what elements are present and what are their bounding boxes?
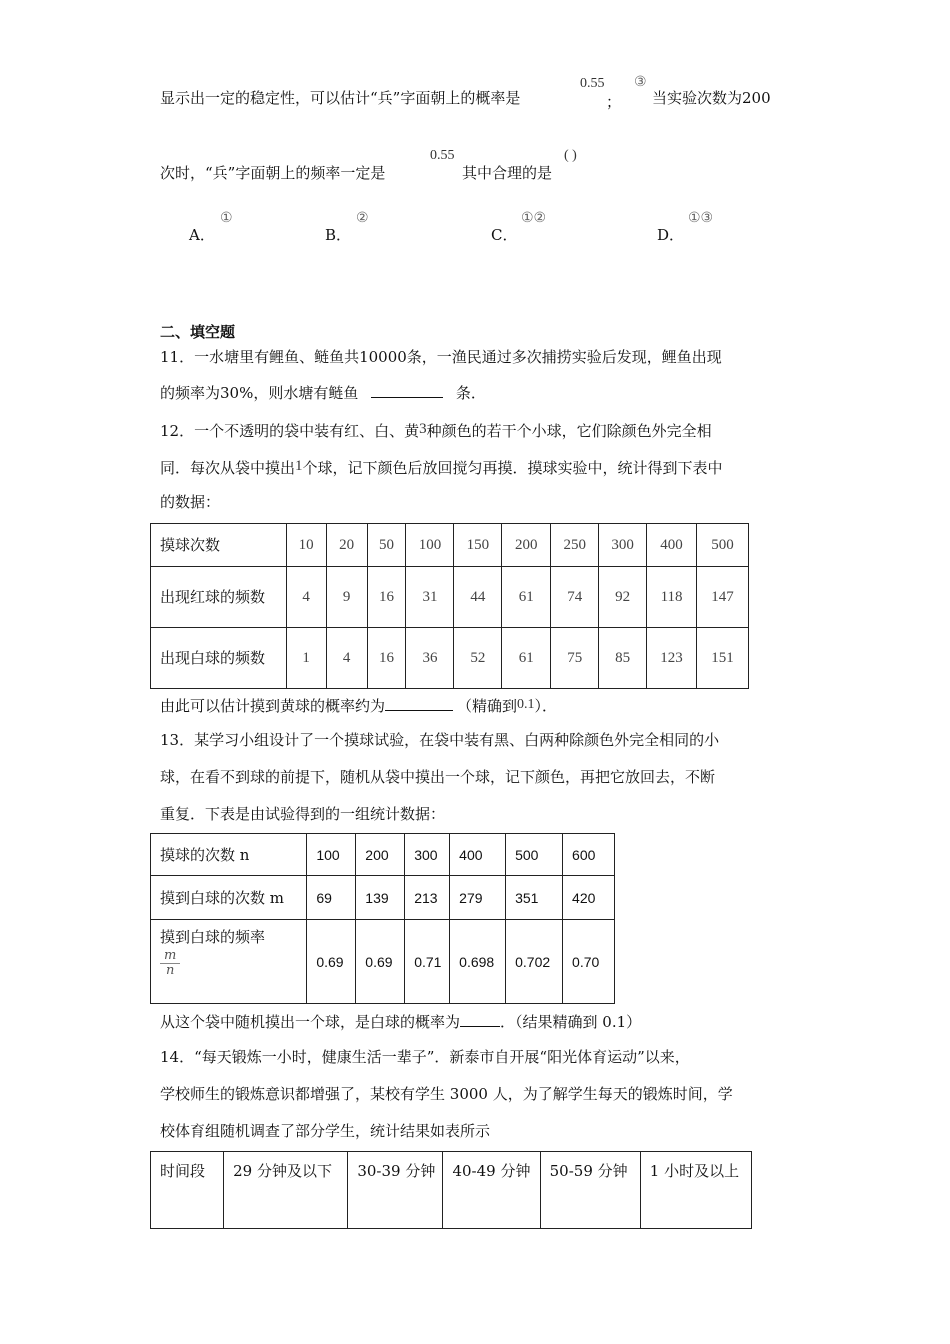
table-cell: 200 — [502, 524, 551, 567]
table-row — [151, 834, 615, 876]
q10-line2: 次时，“兵”字面朝上的频率一定是 — [160, 164, 386, 182]
table-cell: 0.698 — [450, 920, 506, 1004]
q12-line1: 12．一个不透明的袋中装有红、白、黄3种颜色的若干个小球，它们除颜色外完全相 — [160, 421, 712, 440]
table-row — [151, 920, 615, 1004]
q10-line1: 显示出一定的稳定性，可以估计“兵”字面朝上的概率是 — [160, 89, 521, 107]
table-cell: 150 — [454, 524, 502, 567]
table-row-header: 摸到白球的频率 $\frac{m}{n}$ — [151, 920, 307, 1004]
table-cell: 0.702 — [506, 920, 563, 1004]
table-cell: 420 — [563, 876, 615, 920]
q14-table — [150, 1151, 752, 1229]
table-cell: 0.69 — [307, 920, 356, 1004]
table-cell: 31 — [406, 567, 454, 628]
table-cell: 75 — [551, 628, 599, 689]
table-header-cell: 1 小时及以上 — [640, 1152, 751, 1229]
table-cell: 0.69 — [356, 920, 405, 1004]
option-a-value: ① — [220, 210, 233, 226]
q13-after: 从这个袋中随机摸出一个球，是白球的概率为 ．（结果精确到 0.1） — [160, 1013, 642, 1031]
table-cell: 400 — [647, 524, 697, 567]
table-cell: 20 — [326, 524, 367, 567]
table-cell: 16 — [367, 628, 406, 689]
q13-line1: 13．某学习小组设计了一个摸球试验，在袋中装有黑、白两种除颜色外完全相同的小 — [160, 731, 720, 749]
table-cell: 1 — [286, 628, 326, 689]
option-a-label[interactable]: A． — [189, 226, 215, 244]
section-title: 二、填空题 — [160, 323, 236, 341]
table-cell: 16 — [367, 567, 406, 628]
option-d-value: ①③ — [688, 210, 714, 226]
q11-line1: 11．一水塘里有鲤鱼、鲢鱼共10000条，一渔民通过多次捕捞实验后发现，鲤鱼出现 — [160, 348, 722, 366]
option-b-label[interactable]: B． — [325, 226, 352, 244]
table-row — [151, 1152, 752, 1229]
table-cell: 118 — [647, 567, 697, 628]
table-cell: 300 — [599, 524, 647, 567]
q10-line2-value: 0.55 — [430, 148, 455, 163]
q11-line2: 的频率为30%，则水塘有鲢鱼 条． — [160, 384, 486, 402]
table-cell: 100 — [406, 524, 454, 567]
table-cell: 300 — [405, 834, 450, 876]
table-row — [151, 567, 749, 628]
table-cell: 69 — [307, 876, 356, 920]
q12-table — [150, 523, 749, 689]
table-cell: 147 — [697, 567, 749, 628]
table-cell: 279 — [450, 876, 506, 920]
table-cell: 0.70 — [563, 920, 615, 1004]
table-cell: 85 — [599, 628, 647, 689]
table-row-header: 摸球次数 — [151, 524, 287, 567]
table-row-header: 出现红球的频数 — [151, 567, 287, 628]
table-cell: 52 — [454, 628, 502, 689]
table-row — [151, 876, 615, 920]
table-cell: 61 — [502, 567, 551, 628]
table-cell: 10 — [286, 524, 326, 567]
table-cell: 9 — [326, 567, 367, 628]
table-cell: 61 — [502, 628, 551, 689]
q10-line1-mark: ③ — [634, 74, 647, 90]
table-cell: 36 — [406, 628, 454, 689]
table-cell: 92 — [599, 567, 647, 628]
option-b-value: ② — [356, 210, 369, 226]
table-cell: 44 — [454, 567, 502, 628]
table-cell: 50 — [367, 524, 406, 567]
table-cell: 123 — [647, 628, 697, 689]
q14-line2: 学校师生的锻炼意识都增强了，某校有学生 3000 人，为了解学生每天的锻炼时间，学 — [160, 1085, 733, 1103]
table-cell: 139 — [356, 876, 405, 920]
table-row-header: 出现白球的频数 — [151, 628, 287, 689]
table-header-cell: 时间段 — [151, 1152, 224, 1229]
q10-line2-tail: 其中合理的是 — [462, 164, 553, 182]
table-header-cell: 50-59 分钟 — [540, 1152, 640, 1229]
table-cell: 500 — [697, 524, 749, 567]
q10-line1-tail: 当实验次数为200 — [652, 89, 771, 107]
q13-table — [150, 833, 615, 1004]
table-cell: 100 — [307, 834, 356, 876]
q13-answer-blank[interactable] — [460, 1012, 500, 1027]
table-cell: 151 — [697, 628, 749, 689]
table-row-header: 摸球的次数 n — [151, 834, 307, 876]
q12-line2: 同．每次从袋中摸出1个球，记下颜色后放回搅匀再摸．摸球实验中，统计得到下表中 — [160, 458, 723, 477]
table-row-header: 摸到白球的次数 m — [151, 876, 307, 920]
table-cell: 600 — [563, 834, 615, 876]
fraction-m-over-n: $\frac{m}{n}$ — [160, 949, 180, 978]
q10-paren: ( ) — [564, 148, 577, 163]
table-cell: 250 — [551, 524, 599, 567]
table-cell: 500 — [506, 834, 563, 876]
table-cell: 200 — [356, 834, 405, 876]
option-d-label[interactable]: D． — [657, 226, 685, 244]
option-c-label[interactable]: C． — [491, 226, 518, 244]
q14-line3: 校体育组随机调查了部分学生，统计结果如表所示 — [160, 1122, 491, 1140]
q13-line3: 重复．下表是由试验得到的一组统计数据： — [160, 805, 446, 823]
table-header-cell: 30-39 分钟 — [348, 1152, 443, 1229]
table-cell: 74 — [551, 567, 599, 628]
q14-line1: 14．“每天锻炼一小时，健康生活一辈子”．新泰市自开展“阳光体育运动”以来， — [160, 1048, 690, 1066]
table-cell: 4 — [286, 567, 326, 628]
q12-answer-blank[interactable] — [385, 696, 453, 711]
q10-line1-value: 0.55 — [580, 76, 605, 91]
q12-after: 由此可以估计摸到黄球的概率约为 （精确到0.1）． — [160, 697, 558, 715]
table-cell: 4 — [326, 628, 367, 689]
table-header-cell: 40-49 分钟 — [443, 1152, 540, 1229]
table-cell: 400 — [450, 834, 506, 876]
table-cell: 213 — [405, 876, 450, 920]
option-c-value: ①② — [521, 210, 547, 226]
table-row — [151, 524, 749, 567]
q10-line1-sep: ； — [606, 93, 622, 111]
table-row — [151, 628, 749, 689]
q13-line2: 球，在看不到球的前提下，随机从袋中摸出一个球，记下颜色，再把它放回去，不断 — [160, 768, 716, 786]
table-header-cell: 29 分钟及以下 — [224, 1152, 348, 1229]
table-cell: 0.71 — [405, 920, 450, 1004]
q11-answer-blank[interactable] — [371, 383, 443, 398]
q12-line3: 的数据： — [160, 493, 221, 511]
table-cell: 351 — [506, 876, 563, 920]
